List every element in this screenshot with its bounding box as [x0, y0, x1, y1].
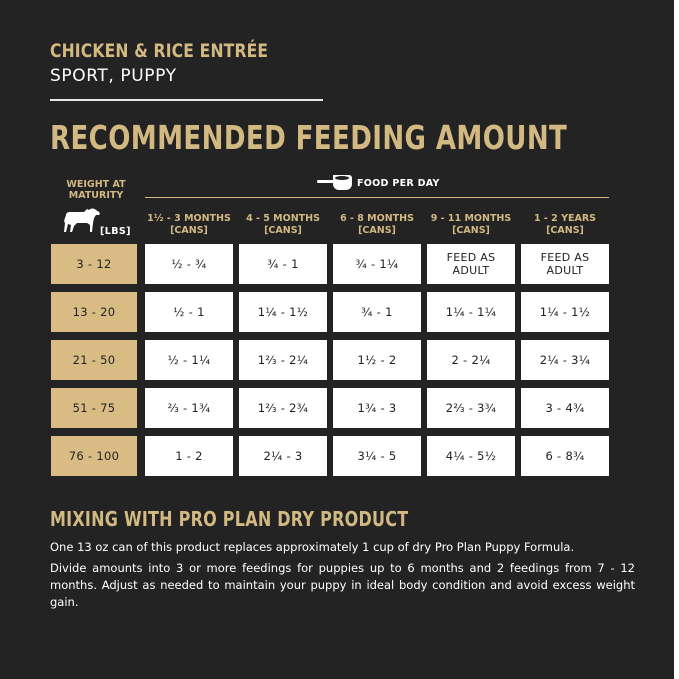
column-header — [425, 213, 517, 237]
table-cell: 2 - 2¼ — [427, 340, 515, 380]
column-header-unit: [CANS] — [546, 225, 584, 236]
column-header — [331, 213, 423, 237]
table-cell: 1⅔ - 2¼ — [239, 340, 327, 380]
table-cell: 1¼ - 1¼ — [427, 292, 515, 332]
table-cell: FEED AS ADULT — [427, 244, 515, 284]
column-header-period: 6 - 8 MONTHS — [340, 213, 414, 224]
column-header — [519, 213, 611, 237]
dog-icon — [61, 207, 101, 235]
column-header-period: 1½ - 3 MONTHS — [147, 213, 231, 224]
column-header-unit: [CANS] — [170, 225, 208, 236]
scoop-icon — [316, 172, 354, 192]
table-cell: 3 - 4¾ — [521, 388, 609, 428]
table-cell: 3¼ - 5 — [333, 436, 421, 476]
weight-cell: 21 - 50 — [51, 340, 137, 380]
right-edge — [674, 0, 679, 679]
table-cell: 6 - 8¾ — [521, 436, 609, 476]
mixing-text: One 13 oz can of this product replaces approximately 1 cup of dry Pro Plan Puppy Formula. — [50, 540, 575, 554]
weight-cell: 13 - 20 — [51, 292, 137, 332]
weight-cell: 3 - 12 — [51, 244, 137, 284]
table-cell: 2¼ - 3 — [239, 436, 327, 476]
column-header — [237, 213, 329, 237]
column-header-unit: [CANS] — [264, 225, 302, 236]
table-cell: FEED AS ADULT — [521, 244, 609, 284]
table-cell: 4¼ - 5½ — [427, 436, 515, 476]
table-cell: 1¼ - 1½ — [239, 292, 327, 332]
table-cell: 1¾ - 3 — [333, 388, 421, 428]
product-name: CHICKEN & RICE ENTRÉE — [50, 40, 269, 62]
table-cell: 1 - 2 — [145, 436, 233, 476]
food-header-rule — [145, 197, 609, 198]
column-header — [143, 213, 235, 237]
table-cell: 1¼ - 1½ — [521, 292, 609, 332]
section-title: RECOMMENDED FEEDING AMOUNT — [50, 118, 568, 157]
mixing-title: MIXING WITH PRO PLAN DRY PRODUCT — [50, 507, 409, 531]
weight-cell: 76 - 100 — [51, 436, 137, 476]
table-cell: ¾ - 1 — [333, 292, 421, 332]
table-cell: ¾ - 1¼ — [333, 244, 421, 284]
table-cell: ½ - 1 — [145, 292, 233, 332]
feeding-instructions: Divide amounts into 3 or more feedings for puppies up to 6 months and 2 feedings from 7 - 12 months. Adjust as needed to maintain your puppy in ideal body condition and avoid excess weight gain. — [50, 561, 635, 609]
title-divider — [50, 99, 323, 101]
weight-header: WEIGHT AT MATURITY — [66, 179, 126, 201]
table-cell: ½ - ¾ — [145, 244, 233, 284]
table-cell: 2⅔ - 3¾ — [427, 388, 515, 428]
weight-cell: 51 - 75 — [51, 388, 137, 428]
food-per-day-header: FOOD PER DAY — [357, 178, 440, 189]
column-header-unit: [CANS] — [452, 225, 490, 236]
column-header-unit: [CANS] — [358, 225, 396, 236]
table-cell: ⅔ - 1¾ — [145, 388, 233, 428]
table-cell: ½ - 1¼ — [145, 340, 233, 380]
weight-unit: [LBS] — [100, 226, 131, 237]
table-cell: 1⅔ - 2¾ — [239, 388, 327, 428]
table-cell: 1½ - 2 — [333, 340, 421, 380]
column-header-period: 1 - 2 YEARS — [534, 213, 596, 224]
product-variant: SPORT, PUPPY — [50, 66, 177, 86]
table-cell: ¾ - 1 — [239, 244, 327, 284]
column-header-period: 4 - 5 MONTHS — [246, 213, 320, 224]
table-cell: 2¼ - 3¼ — [521, 340, 609, 380]
column-header-period: 9 - 11 MONTHS — [430, 213, 512, 224]
